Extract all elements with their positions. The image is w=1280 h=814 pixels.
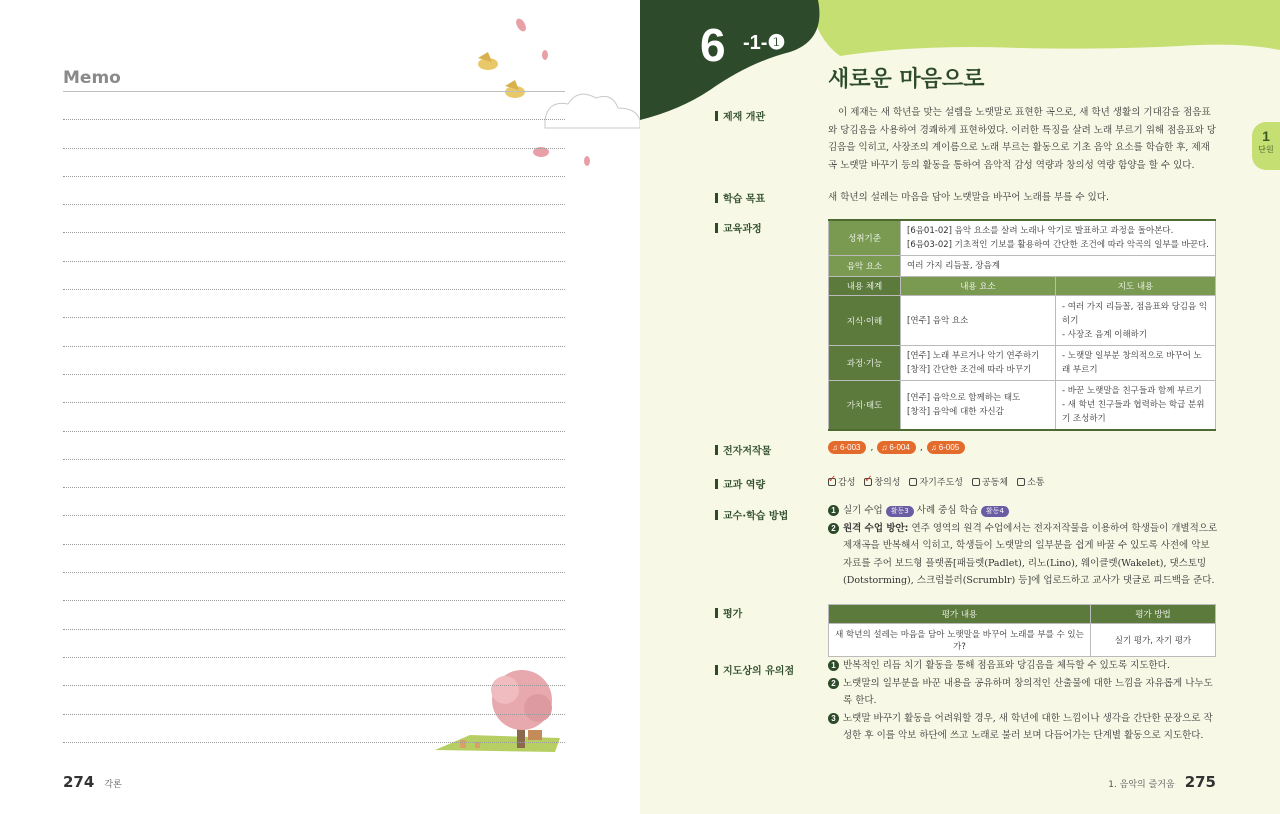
col-guide: 지도 내용 bbox=[1056, 277, 1216, 296]
ebook-badge[interactable]: ♫ 6-003 bbox=[828, 441, 866, 454]
unit-label: 단원 bbox=[1258, 145, 1274, 154]
memo-title: Memo bbox=[63, 68, 121, 88]
table-cell: [연주] 음악으로 함께하는 태도 [창작] 음악에 대한 자신감 bbox=[901, 381, 1056, 431]
checkbox-icon[interactable] bbox=[1017, 478, 1025, 486]
section-label-ebook: 전자저작물 bbox=[715, 442, 771, 457]
left-footer bbox=[63, 773, 122, 791]
achievement-2: [6음03-02] 기초적인 기보를 활용하여 간단한 조건에 따라 악곡의 일부를 바꾼다. bbox=[907, 240, 1209, 250]
list-item: 3 노랫말 바꾸기 활동을 어려워할 경우, 새 학년에 대한 느낌이나 생각을 간단한 문장으로 작성한 후 이를 악보 하단에 쓰고 노래로 불러 보며 다듬어가는 단계별 활동으로 지도한다. bbox=[828, 710, 1220, 745]
table-row-value: 가치·태도 bbox=[829, 381, 901, 431]
notes-list bbox=[828, 657, 1220, 745]
achievement-1: [6음01-02] 음악 요소를 살려 노래나 악기로 발표하고 과정을 돌아본다. bbox=[907, 226, 1174, 236]
unit-tab[interactable] bbox=[1252, 122, 1280, 170]
right-page bbox=[640, 0, 1280, 814]
ebook-badges: ♫ 6-003 , ♫ 6-004 , ♫ 6-005 bbox=[828, 441, 965, 454]
eval-method: 실기 평가, 자기 평가 bbox=[1091, 624, 1216, 657]
col-system: 내용 체계 bbox=[829, 277, 901, 296]
overview-text: 이 제재는 새 학년을 맞는 설렘을 노랫말로 표현한 곡으로, 새 학년 생활의 기대감을 점음표와 당김음을 사용하여 경쾌하게 표현하였다. 이러한 특징을 살려 노래 부르기 위해 점음표와 당김음을 익히고, 사장조의 계이름으로 노래 부르는 활동으로 기초 음악 요소를 학습한 후, 제재곡 노랫말 바꾸기 등의 활동을 통하여 음악적 감성 역량과 창의성 역량 함양을 할 수 있다. bbox=[828, 107, 1216, 171]
achievement-label: 성취기준 bbox=[829, 220, 901, 256]
table-row-process: 과정·기능 bbox=[829, 346, 901, 381]
section-label-method: 교수·학습 방법 bbox=[715, 507, 788, 522]
competency-item: 자기주도성 bbox=[909, 475, 962, 488]
eval-content: 새 학년의 설레는 마음을 담아 노랫말을 바꾸어 노래를 부를 수 있는가? bbox=[829, 624, 1091, 657]
curriculum-table bbox=[828, 219, 1216, 431]
page-number: 274 bbox=[63, 773, 95, 791]
page-number: 275 bbox=[1184, 773, 1216, 791]
competency-item: ✓ 감성 bbox=[828, 475, 855, 488]
ebook-badge[interactable]: ♫ 6-005 bbox=[927, 441, 965, 454]
checkbox-checked-icon[interactable] bbox=[864, 478, 872, 486]
table-cell: - 노랫말 일부분 창의적으로 바꾸어 노래 부르기 bbox=[1056, 346, 1216, 381]
ebook-badge[interactable]: ♫ 6-004 bbox=[877, 441, 915, 454]
petal-icon bbox=[542, 50, 548, 60]
col-content: 내용 요소 bbox=[901, 277, 1056, 296]
activity-badge[interactable]: 활동4 bbox=[981, 506, 1009, 517]
lesson-number: 6 bbox=[700, 19, 726, 71]
competency-item: ✓ 창의성 bbox=[864, 475, 900, 488]
competency-checks bbox=[828, 475, 1044, 488]
table-cell: - 바꾼 노랫말을 친구들과 함께 부르기 - 새 학년 친구들과 협력하는 학급 분위기 조성하기 bbox=[1056, 381, 1216, 431]
lesson-subnumber: -1-❶ bbox=[743, 32, 786, 54]
petal-icon bbox=[584, 156, 590, 166]
section-label-competency: 교과 역량 bbox=[715, 476, 765, 491]
col-eval-method: 평가 방법 bbox=[1091, 605, 1216, 624]
right-footer bbox=[1108, 773, 1216, 791]
competency-item: 공동체 bbox=[972, 475, 1008, 488]
page-label: 각론 bbox=[104, 780, 122, 790]
list-item: 1 실기 수업 활동3 사례 중심 학습 활동4 bbox=[828, 502, 1220, 520]
checkbox-checked-icon[interactable] bbox=[828, 478, 836, 486]
element-value: 여러 가지 리듬꼴, 장음계 bbox=[901, 256, 1216, 277]
section-label-overview: 제재 개관 bbox=[715, 108, 765, 123]
list-item: 1 반복적인 리듬 치기 활동을 통해 점음표와 당김음을 체득할 수 있도록 지도한다. bbox=[828, 657, 1220, 675]
method-list bbox=[828, 502, 1220, 590]
list-item: 2 원격 수업 방안: 연주 영역의 원격 수업에서는 전자저작물을 이용하여 학생들이 개별적으로 제재곡을 반복해서 익히고, 학생들이 노랫말의 일부분을 쉽게 바꿀 수 있도록 사전에 악보 자료를 주어 보드형 플랫폼[패들렛(Padlet), 리노(Lino), 웨이클렛(Wakelet), 댓스토밍(Dotstorming), 스크럼블러(Scrumblr) 등]에 업로드하고 교사가 댓글로 피드백을 준다. bbox=[828, 520, 1220, 590]
competency-item: 소통 bbox=[1017, 475, 1044, 488]
section-label-goal: 학습 목표 bbox=[715, 190, 765, 205]
evaluation-table bbox=[828, 604, 1216, 657]
table-row-knowledge: 지식·이해 bbox=[829, 296, 901, 346]
checkbox-icon[interactable] bbox=[972, 478, 980, 486]
header-band bbox=[640, 0, 1280, 120]
element-label: 음악 요소 bbox=[829, 256, 901, 277]
checkbox-icon[interactable] bbox=[909, 478, 917, 486]
section-label-notes: 지도상의 유의점 bbox=[715, 662, 794, 677]
petal-icon bbox=[514, 17, 528, 33]
table-cell: [연주] 노래 부르거나 악기 연주하기 [창작] 간단한 조건에 따라 바꾸기 bbox=[901, 346, 1056, 381]
achievement-standards bbox=[901, 220, 1216, 256]
unit-number: 1 bbox=[1262, 128, 1270, 144]
col-eval-content: 평가 내용 bbox=[829, 605, 1091, 624]
activity-badge[interactable]: 활동3 bbox=[886, 506, 914, 517]
section-label-evaluation: 평가 bbox=[715, 605, 742, 620]
music-note-icon: ♫ bbox=[832, 443, 838, 452]
bird-icon bbox=[478, 52, 498, 70]
music-note-icon: ♫ bbox=[881, 443, 888, 452]
lesson-title: 새로운 마음으로 bbox=[828, 67, 985, 92]
section-label-curriculum: 교육과정 bbox=[715, 220, 762, 235]
music-note-icon: ♫ bbox=[930, 443, 937, 452]
table-cell: - 여러 가지 리듬꼴, 점음표와 당김음 익히기 - 사장조 음계 이해하기 bbox=[1056, 296, 1216, 346]
chapter-label: 1. 음악의 즐거움 bbox=[1108, 780, 1175, 790]
memo-lines bbox=[63, 91, 565, 743]
list-item: 2 노랫말의 일부분을 바꾼 내용을 공유하며 창의적인 산출물에 대한 느낌을 자유롭게 나누도록 한다. bbox=[828, 675, 1220, 710]
goal-text: 새 학년의 설레는 마음을 담아 노랫말을 바꾸어 노래를 부를 수 있다. bbox=[828, 192, 1109, 203]
table-cell: [연주] 음악 요소 bbox=[901, 296, 1056, 346]
